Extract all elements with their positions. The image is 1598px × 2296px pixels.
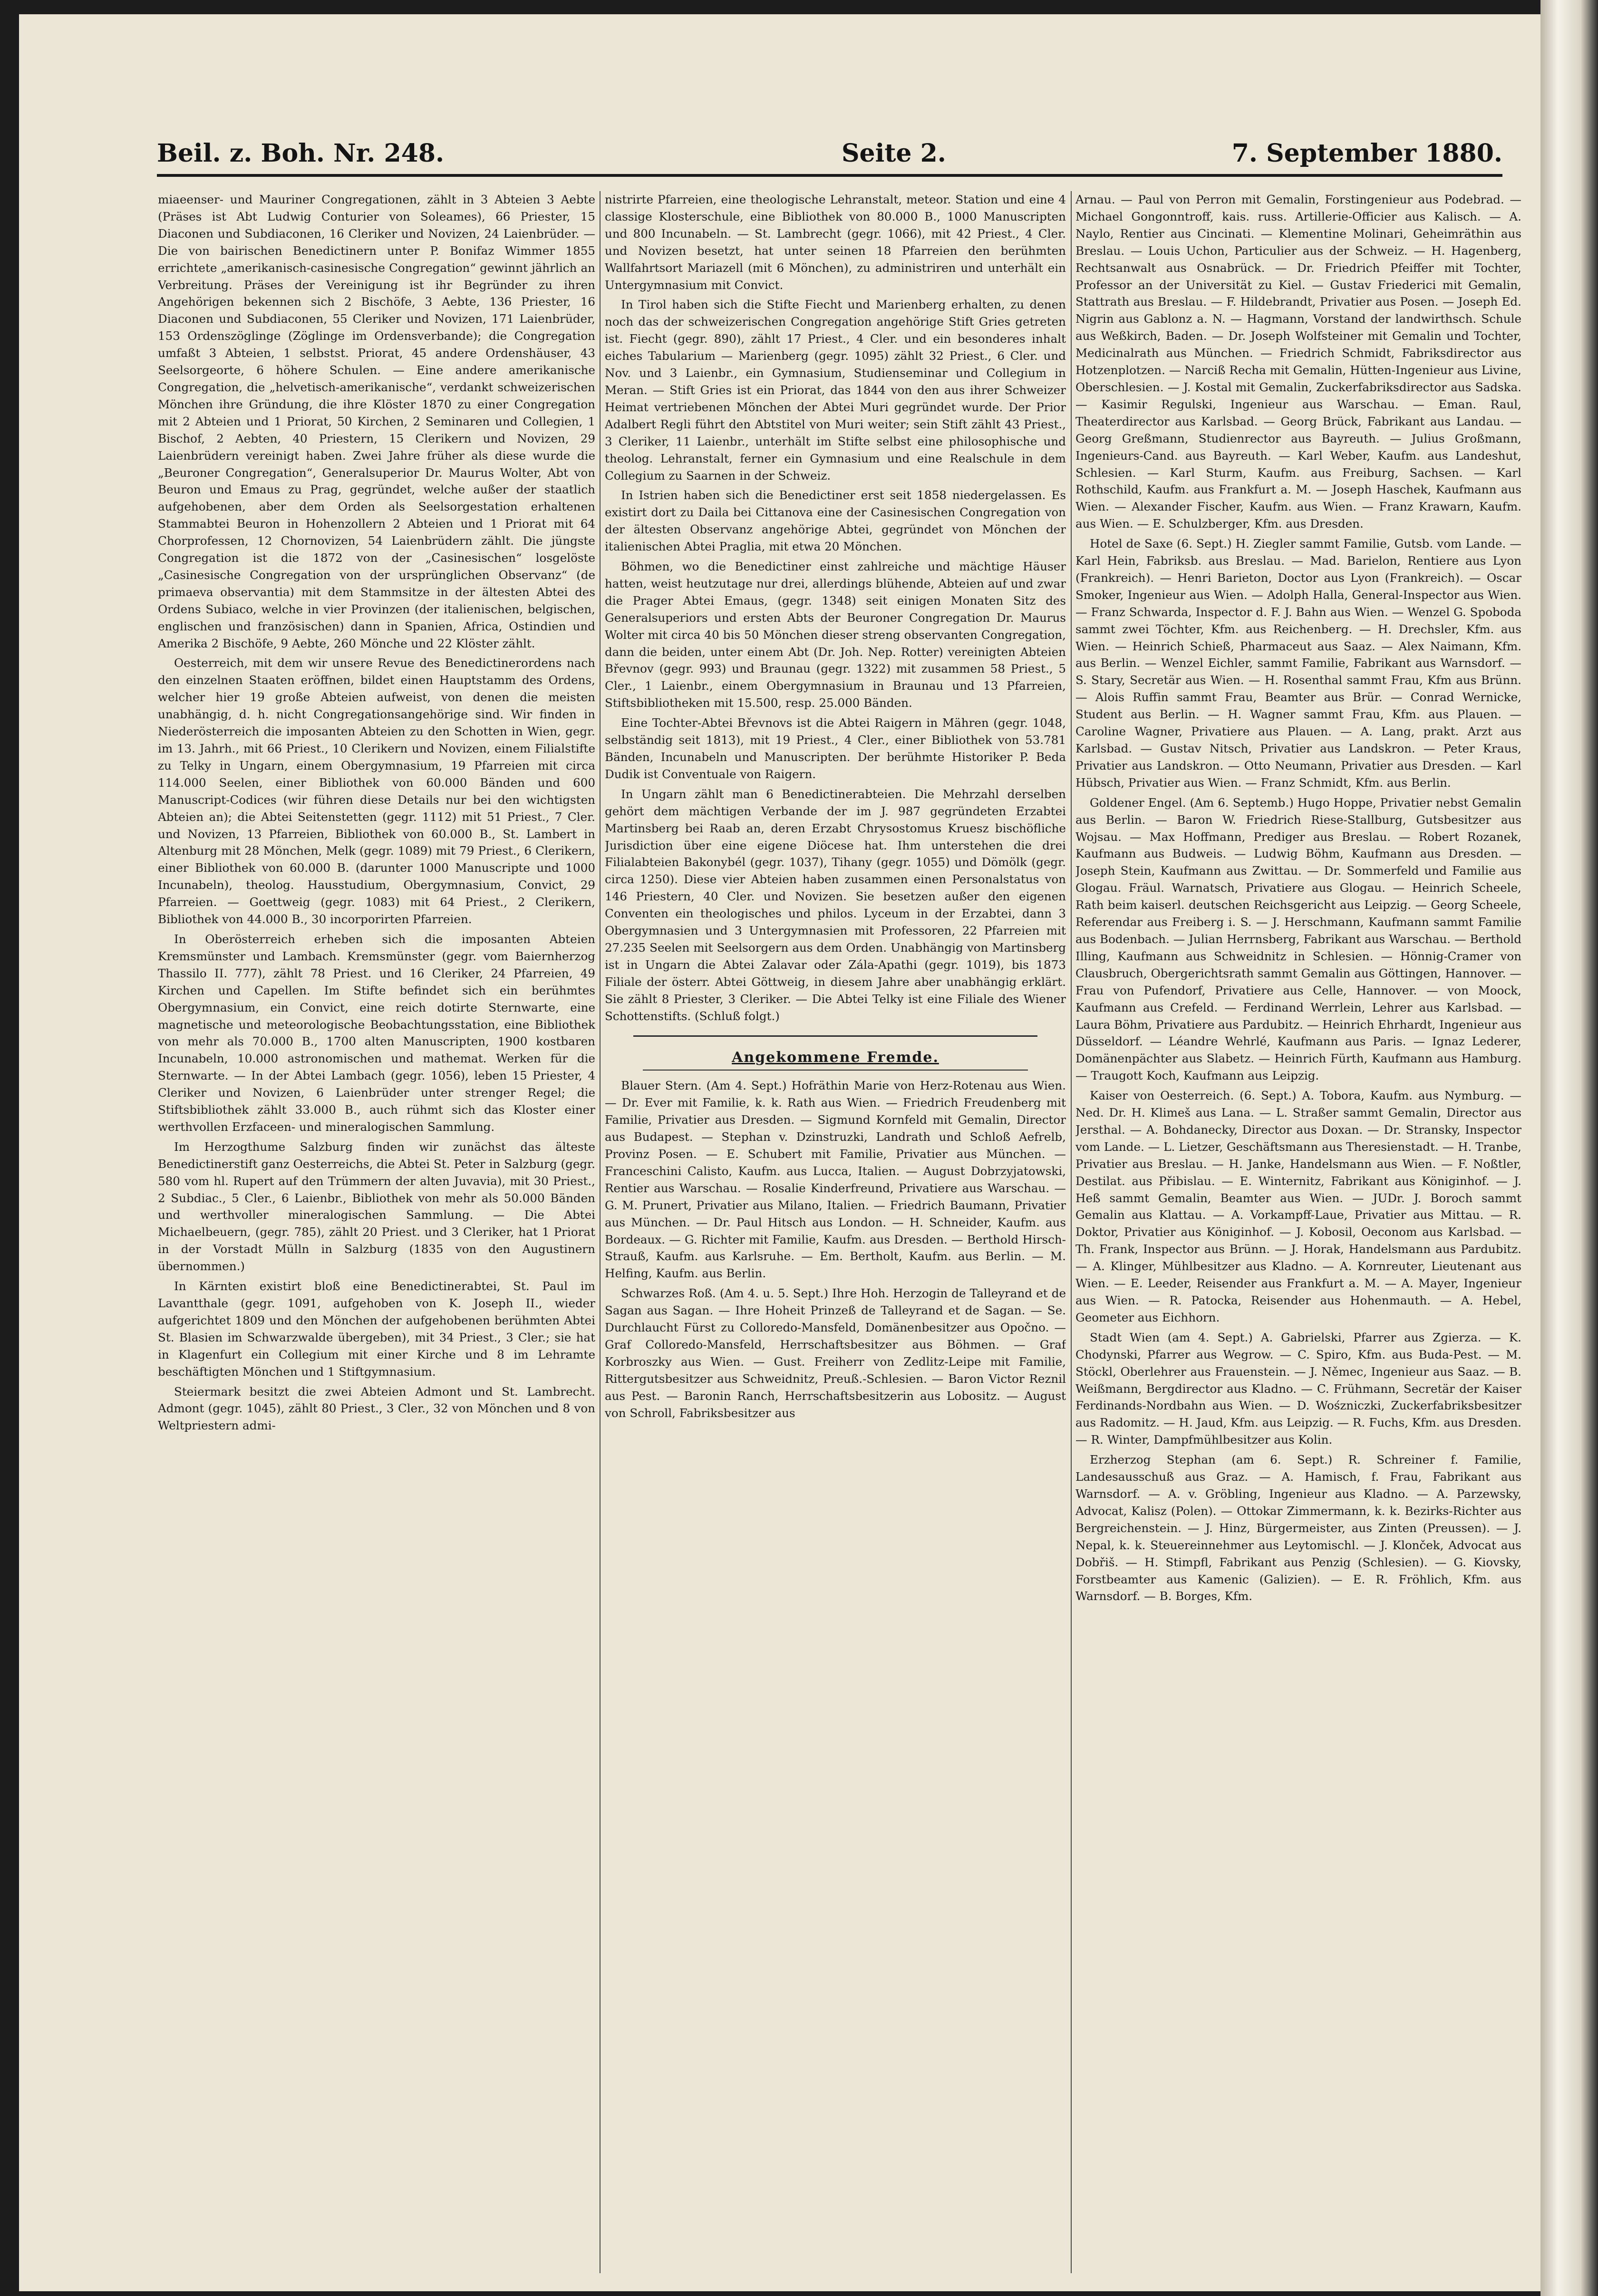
arrivals-entry: Blauer Stern. (Am 4. Sept.) Hofräthin Marie von Herz-Rotenau aus Wien. — Dr. Ever mit Familie, k. k. Rath aus Wien. — Friedrich Freudenberg mit Familie, Privatier aus Dresden. — Sigmund Kornfeld mit Gemalin, Director aus Budapest. — Stephan v. Dzinstruzki, Landrath und Schloß Aefrelb, Provinz Posen. — E. Schubert mit Familie, Privatier aus München. — Franceschini Calisto, Kaufm. aus Lucca, Italien. — August Dobrzyjatowski, Rentier aus Warschau. — Rosalie Kinderfreund, Privatiere aus Warschau. — G. M. Prunert, Privatier aus Milano, Italien. — Friedrich Baumann, Privatier aus München. — Dr. Paul Hitsch aus London. — H. Schneider, Kaufm. aus Bordeaux. — G. Richter mit Familie, Kaufm. aus Dresden. — Berthold Hirsch-Strauß, Kaufm. aus Karlsruhe. — Em. Bertholt, Kaufm. aus Berlin. — M. Helfing, Kaufm. aus Berlin. [605,1079,1066,1281]
paragraph: Oesterreich, mit dem wir unsere Revue des Benedictinerordens nach den einzelnen Staaten eröffnen, bildet einen Hauptstamm des Ordens, welcher hier 19 große Abteien aufweist, von denen die meisten unabhängig, d. h. nicht Congregationsangehörige sind. Wir finden in Niederösterreich die imposanten Abteien zu den Schotten in Wien, gegr. im 13. Jahrh., mit 66 Priest., 10 Clerikern und Novizen, einem Filialstifte zu Telky in Ungarn, einem Obergymnasium, 19 Pfarreien mit circa 114.000 Seelen, einer Bibliothek von 60.000 Bänden und 600 Manuscript-Codices (wir führen diese Details nur bei den wichtigsten Abteien an); die Abtei Seitenstetten (gegr. 1112) mit 51 Priest., 7 Cler. und Novizen, 13 Pfarreien, Bibliothek von 60.000 B., St. Lambert in Altenburg mit 28 Mönchen, Melk (gegr. 1089) mit 79 Priest., 6 Clerikern, einer Bibliothek von 60.000 B. (darunter 1000 Manuscripte und 1000 Incunabeln), theolog. Hausstudium, Obergymnasium, Convict, 29 Pfarreien. — Goettweig (gegr. 1083) mit 64 Priest., 2 Clerikern, Bibliothek von 44.000 B., 30 incorporirten Pfarreien. [158,656,595,926]
paragraph: Böhmen, wo die Benedictiner einst zahlreiche und mächtige Häuser hatten, weist heutzutage nur drei, allerdings blühende, Abteien auf und zwar die Prager Abtei Emaus, (gegr. 1348) seit einigen Monaten Sitz des Generalsuperiors und ersten Abts der Beuroner Congregation Dr. Maurus Wolter mit circa 40 bis 50 Mönchen dieser streng observanten Congregation, dann die beiden, unter einem Abt (Dr. Joh. Nep. Rotter) vereinigten Abteien Břevnov (gegr. 993) und Braunau (gegr. 1322) mit zusammen 58 Priest., 5 Cler., 1 Laienbr., einem Obergymnasium in Braunau und 13 Pfarreien, Stiftsbibliotheken mit 15.500, resp. 25.000 Bänden. [605,560,1066,710]
arrivals-heading: Angekommene Fremde. [732,1049,939,1066]
header-issue: Beil. z. Boh. Nr. 248. [157,139,445,168]
column-divider-2 [1071,191,1072,2273]
section-rule [643,1070,1028,1071]
column-2 [605,191,1066,2273]
paragraph: In Oberösterreich erheben sich die imposanten Abteien Kremsmünster und Lambach. Kremsmünster (gegr. vom Baiernherzog Thassilo II. 777), zählt 78 Priest. und 16 Cleriker, 24 Pfarreien, 49 Kirchen und Capellen. Im Stifte befindet sich ein berühmtes Obergymnasium, ein Convict, eine reich dotirte Sternwarte, eine magnetische und meteorologische Beobachtungsstation, eine Bibliothek von mehr als 70.000 B., 1700 alten Manuscripten, 1900 kostbaren Incunabeln, 10.000 astronomischen und mathemat. Werken für die Sternwarte. — In der Abtei Lambach (gegr. 1056), leben 15 Priester, 4 Cleriker und Novizen, 6 Laienbrüder unter strenger Regel; die Stiftsbibliothek zählt 33.000 B., auch rühmt sich das Kloster einer werthvollen Erzfaceen- und mineralogischen Sammlung. [158,932,595,1134]
arrivals-entry: Arnau. — Paul von Perron mit Gemalin, Forstingenieur aus Podebrad. — Michael Gongonntroff, kais. russ. Artillerie-Officier aus Kalisch. — A. Naylo, Rentier aus Cincinati. — Klementine Molinari, Geheimräthin aus Breslau. — Louis Uchon, Particulier aus der Schweiz. — H. Hagenberg, Rechtsanwalt aus Osnabrück. — Dr. Friedrich Pfeiffer mit Tochter, Professor an der Universität zu Kiel. — Gustav Friederici mit Gemalin, Stattrath aus Breslau. — F. Hildebrandt, Privatier aus Posen. — Joseph Ed. Nigrin aus Gablonz a. N. — Hagmann, Vorstand der landwirthsch. Schule aus Weßkirch, Baden. — Dr. Joseph Wolfsteiner mit Gemalin und Tochter, Medicinalrath aus München. — Friedrich Schmidt, Fabriksdirector aus Hotzenplotzen. — Narciß Recha mit Gemalin, Hütten-Ingenieur aus Livine, Oberschlesien. — J. Kostal mit Gemalin, Zuckerfabriksdirector aus Sadska. — Kasimir Regulski, Ingenieur aus Warschau. — Eman. Raul, Theaterdirector aus Karlsbad. — Georg Brück, Fabrikant aus Landau. — Georg Greßmann, Studienrector aus Bayreuth. — Julius Großmann, Ingenieurs-Cand. aus Bayreuth. — Karl Weber, Kaufm. aus Landeshut, Schlesien. — Karl Sturm, Kaufm. aus Freiburg, Sachsen. — Karl Rothschild, Kaufm. aus Frankfurt a. M. — Joseph Haschek, Kaufmann aus Wien. — Alexander Fischer, Kaufm. aus Wien. — Franz Krawarn, Kaufm. aus Wien. — E. Schulzberger, Kfm. aus Dresden. [1075,193,1521,531]
arrivals-entry: Stadt Wien (am 4. Sept.) A. Gabrielski, Pfarrer aus Zgierza. — K. Chodynski, Pfarrer aus Wegrow. — C. Spiro, Kfm. aus Buda-Pest. — M. Stöckl, Oberlehrer aus Frauenstein. — J. Němec, Ingenieur aus Saaz. — B. Weißmann, Bergdirector aus Kladno. — C. Frühmann, Secretär der Kaiser Ferdinands-Nordbahn aus Wien. — D. Wośzniczki, Zuckerfabriksbesitzer aus Radomitz. — H. Jaud, Kfm. aus Leipzig. — R. Fuchs, Kfm. aus Dresden. — R. Winter, Dampfmühlbesitzer aus Kolin. [1075,1330,1521,1447]
header-rule [157,174,1502,177]
paragraph: In Tirol haben sich die Stifte Fiecht und Marienberg erhalten, zu denen noch das der schweizerischen Congregation angehörige Stift Gries getreten ist. Fiecht (gegr. 890), zählt 17 Priest., 4 Cler. und ein besonderes inhalt eiches Tabularium — Marienberg (gegr. 1095) zählt 32 Priest., 6 Cler. und Nov. und 3 Laienbr., ein Gymnasium, Studienseminar und Collegium in Meran. — Stift Gries ist ein Priorat, das 1844 von den aus ihrer Schweizer Heimat vertriebenen Mönchen der Abtei Muri gegründet wurde. Der Prior Adalbert Regli führt den Abtstitel von Muri weiter; sein Stift zählt 43 Priest., 3 Cleriker, 11 Laienbr., unterhält im Stifte selbst eine philosophische und theolog. Lehranstalt, ferner ein Gymnasium und eine Realschule in dem Collegium zu Saarnen in der Schweiz. [605,298,1066,482]
header-page-number: Seite 2. [842,139,946,168]
header-date: 7. September 1880. [1231,139,1502,168]
arrivals-entry: Hotel de Saxe (6. Sept.) H. Ziegler sammt Familie, Gutsb. vom Lande. — Karl Hein, Fabriksb. aus Breslau. — Mad. Barielon, Rentiere aus Lyon (Frankreich). — Henri Barieton, Doctor aus Lyon (Frankreich). — Oscar Smoker, Ingenieur aus Wien. — Adolph Halla, General-Inspector aus Wien. — Franz Schwarda, Inspector d. F. J. Bahn aus Wien. — Wenzel G. Spoboda sammt zwei Töchter, Kfm. aus Reichenberg. — H. Drechsler, Kfm. aus Wien. — Heinrich Schieß, Pharmaceut aus Saaz. — Alex Naimann, Kfm. aus Berlin. — Wenzel Eichler, sammt Familie, Fabrikant aus Warnsdorf. — S. Stary, Secretär aus Wien. — H. Rosenthal sammt Frau, Kfm aus Brünn. — Alois Ruffin sammt Frau, Beamter aus Brür. — Conrad Wernicke, Student aus Berlin. — H. Wagner sammt Frau, Kfm. aus Plauen. — Caroline Wagner, Privatiere aus Plauen. — A. Lang, prakt. Arzt aus Karlsbad. — Gustav Nitsch, Privatier aus Landskron. — Peter Kraus, Privatier aus Landskron. — Otto Neumann, Privatier aus Dresden. — Karl Hübsch, Privatier aus Wien. — Franz Schmidt, Kfm. aus Berlin. [1075,537,1521,790]
paragraph: Im Herzogthume Salzburg finden wir zunächst das älteste Benedictinerstift ganz Oesterreichs, die Abtei St. Peter in Salzburg (gegr. 580 vom hl. Rupert auf den Trümmern der alten Juvavia), mit 30 Priest., 2 Subdiac., 5 Cler., 6 Laienbr., Bibliothek von mehr als 50.000 Bänden und werthvoller mineralogischen Sammlung. — Die Abtei Michaelbeuern, (gegr. 785), zählt 20 Priest. und 3 Cleriker, hat 1 Priorat in der Vorstadt Mülln in Salzburg (1835 von den Augustinern übernommen.) [158,1139,595,1273]
column-1 [158,191,595,2273]
arrivals-entry: Goldener Engel. (Am 6. Septemb.) Hugo Hoppe, Privatier nebst Gemalin aus Berlin. — Baron W. Friedrich Riese-Stallburg, Gutsbesitzer aus Wojsau. — Max Hoffmann, Prediger aus Breslau. — Robert Rozanek, Kaufmann aus Budweis. — Ludwig Böhm, Kaufmann aus Dresden. — Joseph Stein, Kaufmann aus Zwittau. — Dr. Sommerfeld und Familie aus Glogau. Fräul. Warnatsch, Privatiere aus Glogau. — Heinrich Scheele, Rath beim kaiserl. deutschen Reichsgericht aus Leipzig. — Georg Scheele, Referendar aus Freiberg i. S. — J. Herschmann, Kaufmann sammt Familie aus Bodenbach. — Julian Herrnsberg, Fabrikant aus Warschau. — Berthold Illing, Kaufmann aus Schweidnitz in Schlesien. — Hönnig-Cramer von Clausbruch, Obergerichtsrath sammt Gemalin aus Göttingen, Hannover. — Frau von Pufendorf, Privatiere aus Celle, Hannover. — von Moock, Kaufmann aus Crefeld. — Ferdinand Werrlein, Lehrer aus Karlsbad. — Laura Böhm, Privatiere aus Pardubitz. — Heinrich Ehrhardt, Ingenieur aus Düsseldorf. — Léandre Wehrlé, Kaufmann aus Paris. — Ignaz Lederer, Domänenpächter aus Slabetz. — Heinrich Fürth, Kaufmann aus Hamburg. — Traugott Koch, Kaufmann aus Leipzig. [1075,795,1521,1083]
column-3 [1075,191,1521,2273]
paragraph: Steiermark besitzt die zwei Abteien Admont und St. Lambrecht. Admont (gegr. 1045), zählt 80 Priest., 3 Cler., 32 von Mönchen und 8 von Weltpriestern admi- [158,1384,595,1433]
paragraph: In Istrien haben sich die Benedictiner erst seit 1858 niedergelassen. Es existirt dort zu Daila bei Cittanova eine der Casinesischen Congregation von der ältesten Observanz angehörige Abtei, gegründet von Mönchen der italienischen Abtei Praglia, mit etwa 20 Mönchen. [605,488,1066,554]
paragraph: In Ungarn zählt man 6 Benedictinerabteien. Die Mehrzahl derselben gehört dem mächtigen Verbande der im J. 987 gegründeten Erzabtei Martinsberg bei Raab an, deren Erzabt Chrysostomus Kruesz bischöfliche Jurisdiction über eine eigene Diöcese hat. Ihm unterstehen die drei Filialabteien Bakonybél (gegr. 1037), Tihany (gegr. 1055) und Dömölk (gegr. circa 1250). Diese vier Abteien haben zusammen einen Personalstatus von 146 Priestern, 40 Cler. und Novizen. Sie besetzen außer den eigenen Conventen ein theologisches und philos. Lyceum in der Erzabtei, dann 3 Obergymnasien und 3 Untergymnasien mit Professoren, 22 Pfarreien mit 27.235 Seelen mit Seelsorgern aus dem Orden. Unabhängig von Martinsberg ist in Ungarn die Abtei Zalavar oder Zála-Apathi (gegr. 1019), bis 1873 Filiale der österr. Abtei Göttweig, in diesem Jahre aber unabhängig erklärt. Sie zählt 8 Priester, 3 Cleriker. — Die Abtei Telky ist eine Filiale des Wiener Schottenstifts. (Schluß folgt.) [605,787,1066,1023]
paragraph: miaeenser- und Mauriner Congregationen, zählt in 3 Abteien 3 Aebte (Präses ist Abt Ludwig Conturier von Soleames), 66 Priester, 15 Diaconen und Subdiaconen, 16 Cleriker und Novizen, 24 Laienbrüder. — Die von bairischen Benedictinern unter P. Bonifaz Wimmer 1855 errichtete „amerikanisch-casinesische Congregation“ gewinnt jährlich an Verbreitung. Präses der Vereinigung ist ihr Begründer zu ihren Angehörigen bekennen sich 2 Bischöfe, 3 Aebte, 136 Priester, 16 Diaconen und Subdiaconen, 55 Cleriker und Novizen, 171 Laienbrüder, 153 Ordenszöglinge (Zöglinge im Ordensverbande); die Congregation umfaßt 3 Abteien, 1 selbstst. Priorat, 45 andere Ordenshäuser, 43 Seelsorgeorte, 6 höhere Schulen. — Eine andere amerikanische Congregation, die „helvetisch-amerikanische“, verdankt schweizerischen Mönchen ihre Gründung, die ihre Klöster 1870 zu einer Congregation mit 2 Abteien und 1 Priorat, 50 Kirchen, 2 Seminaren und Collegien, 1 Bischof, 2 Aebten, 40 Priestern, 15 Clerikern und Novizen, 29 Laienbrüdern vereinigt haben. Zwei Jahre früher als diese wurde die „Beuroner Congregation“, Generalsuperior Dr. Maurus Wolter, Abt von Beuron und Emaus zu Prag, gegründet, welche außer der staatlich aufgehobenen, aber dem Orden als Seelsorgestation erhaltenen Stammabtei Beuron in Hohenzollern 2 Abteien und 1 Priorat mit 64 Chorprofessen, 12 Chornovizen, 54 Laienbrüdern zählt. Die jüngste Congregation ist die 1872 von der „Casinesischen“ losgelöste „Casinesische Congregation von der ursprünglichen Observanz“ (de primaeva observantia) mit dem Stammsitze in der ältesten Abtei des Ordens Subiaco, welche in vier Provinzen (der italienischen, belgischen, englischen und französischen) dann in Spanien, Africa, Ostindien und Amerika 2 Bischöfe, 9 Aebte, 260 Mönche und 22 Klöster zählt. [158,193,595,650]
newspaper-page [19,14,1540,2291]
page-header [157,139,1502,172]
page-edge [1540,0,1598,2296]
section-rule [633,1035,1037,1037]
paragraph: In Kärnten existirt bloß eine Benedictinerabtei, St. Paul im Lavantthale (gegr. 1091, aufgehoben von K. Joseph II., wieder aufgerichtet 1809 und den Mönchen der aufgehobenen berühmten Abtei St. Blasien im Schwarzwalde übergeben), mit 34 Priest., 3 Cler.; sie hat in Klagenfurt ein Collegium mit einer Kirche und 8 im Lehramte beschäftigten Mönchen und 1 Stiftgymnasium. [158,1279,595,1379]
paragraph: Eine Tochter-Abtei Břevnovs ist die Abtei Raigern in Mähren (gegr. 1048, selbständig seit 1813), mit 19 Priest., 4 Cler., einer Bibliothek von 53.781 Bänden, Incunabeln und Manuscripten. Der berühmte Historiker P. Beda Dudik ist Conventuale von Raigern. [605,716,1066,781]
arrivals-entry: Schwarzes Roß. (Am 4. u. 5. Sept.) Ihre Hoh. Herzogin de Talleyrand et de Sagan aus Sagan. — Ihre Hoheit Prinzeß de Talleyrand et de Sagan. — Se. Durchlaucht Fürst zu Colloredo-Mansfeld, Domänenbesitzer aus Opočno. — Graf Colloredo-Mansfeld, Herrschaftsbesitzer aus Böhmen. — Graf Korbroszky aus Wien. — Gust. Freiherr von Zedlitz-Leipe mit Familie, Rittergutsbesitzer aus Schweidnitz, Preuß.-Schlesien. — Baron Victor Reznil aus Pest. — Baronin Ranch, Herrschaftsbesitzerin aus Lobositz. — August von Schroll, Fabriksbesitzer aus [605,1286,1066,1420]
arrivals-entry: Erzherzog Stephan (am 6. Sept.) R. Schreiner f. Familie, Landesausschuß aus Graz. — A. Hamisch, f. Frau, Fabrikant aus Warnsdorf. — A. v. Gröbling, Ingenieur aus Kladno. — A. Parzewsky, Advocat, Kalisz (Polen). — Ottokar Zimmermann, k. k. Bezirks-Richter aus Bergreichenstein. — J. Hinz, Bürgermeister, aus Zinten (Preussen). — J. Nepal, k. k. Steuereinnehmer aus Leytomischl. — J. Klonček, Advocat aus Dobřiš. — H. Stimpfl, Fabrikant aus Penzig (Schlesien). — G. Kiovsky, Forstbeamter aus Kamenic (Galizien). — E. R. Fröhlich, Kfm. aus Warnsdorf. — B. Borges, Kfm. [1075,1453,1521,1603]
arrivals-entry: Kaiser von Oesterreich. (6. Sept.) A. Tobora, Kaufm. aus Nymburg. — Ned. Dr. H. Klimeš aus Lana. — L. Straßer sammt Gemalin, Director aus Jersthal. — A. Bohdanecky, Director aus Doxan. — Dr. Stransky, Inspector vom Lande. — L. Lietzer, Geschäftsmann aus Theresienstadt. — H. Tranbe, Privatier aus Breslau. — H. Janke, Handelsmann aus Wien. — F. Noßtler, Destilat. aus Přibislau. — E. Winternitz, Fabrikant aus Königinhof. — J. Heß sammt Gemalin, Beamter aus Wien. — JUDr. J. Boroch sammt Gemalin aus Klattau. — A. Vorkampff-Laue, Privatier aus Mittau. — R. Doktor, Privatier aus Königinhof. — J. Kobosil, Oeconom aus Karlsbad. — Th. Frank, Inspector aus Brünn. — J. Horak, Handelsmann aus Pardubitz. — A. Klinger, Mühlbesitzer aus Kladno. — A. Kornreuter, Lieutenant aus Wien. — E. Leeder, Reisender aus Frankfurt a. M. — A. Mayer, Ingenieur aus Wien. — R. Patocka, Reisender aus Hohenmauth. — A. Hebel, Geometer aus Eichhorn. [1075,1089,1521,1324]
paragraph: nistrirte Pfarreien, eine theologische Lehranstalt, meteor. Station und eine 4 classige Klosterschule, eine Bibliothek von 80.000 B., 1000 Manuscripten und 800 Incunabeln. — St. Lambrecht (gegr. 1066), mit 42 Priest., 4 Cler. und Novizen besetzt, hat unter seinen 18 Pfarreien den berühmten Wallfahrtsort Mariazell (mit 6 Mönchen), zu administriren und unterhält ein Untergymnasium mit Convict. [605,193,1066,292]
